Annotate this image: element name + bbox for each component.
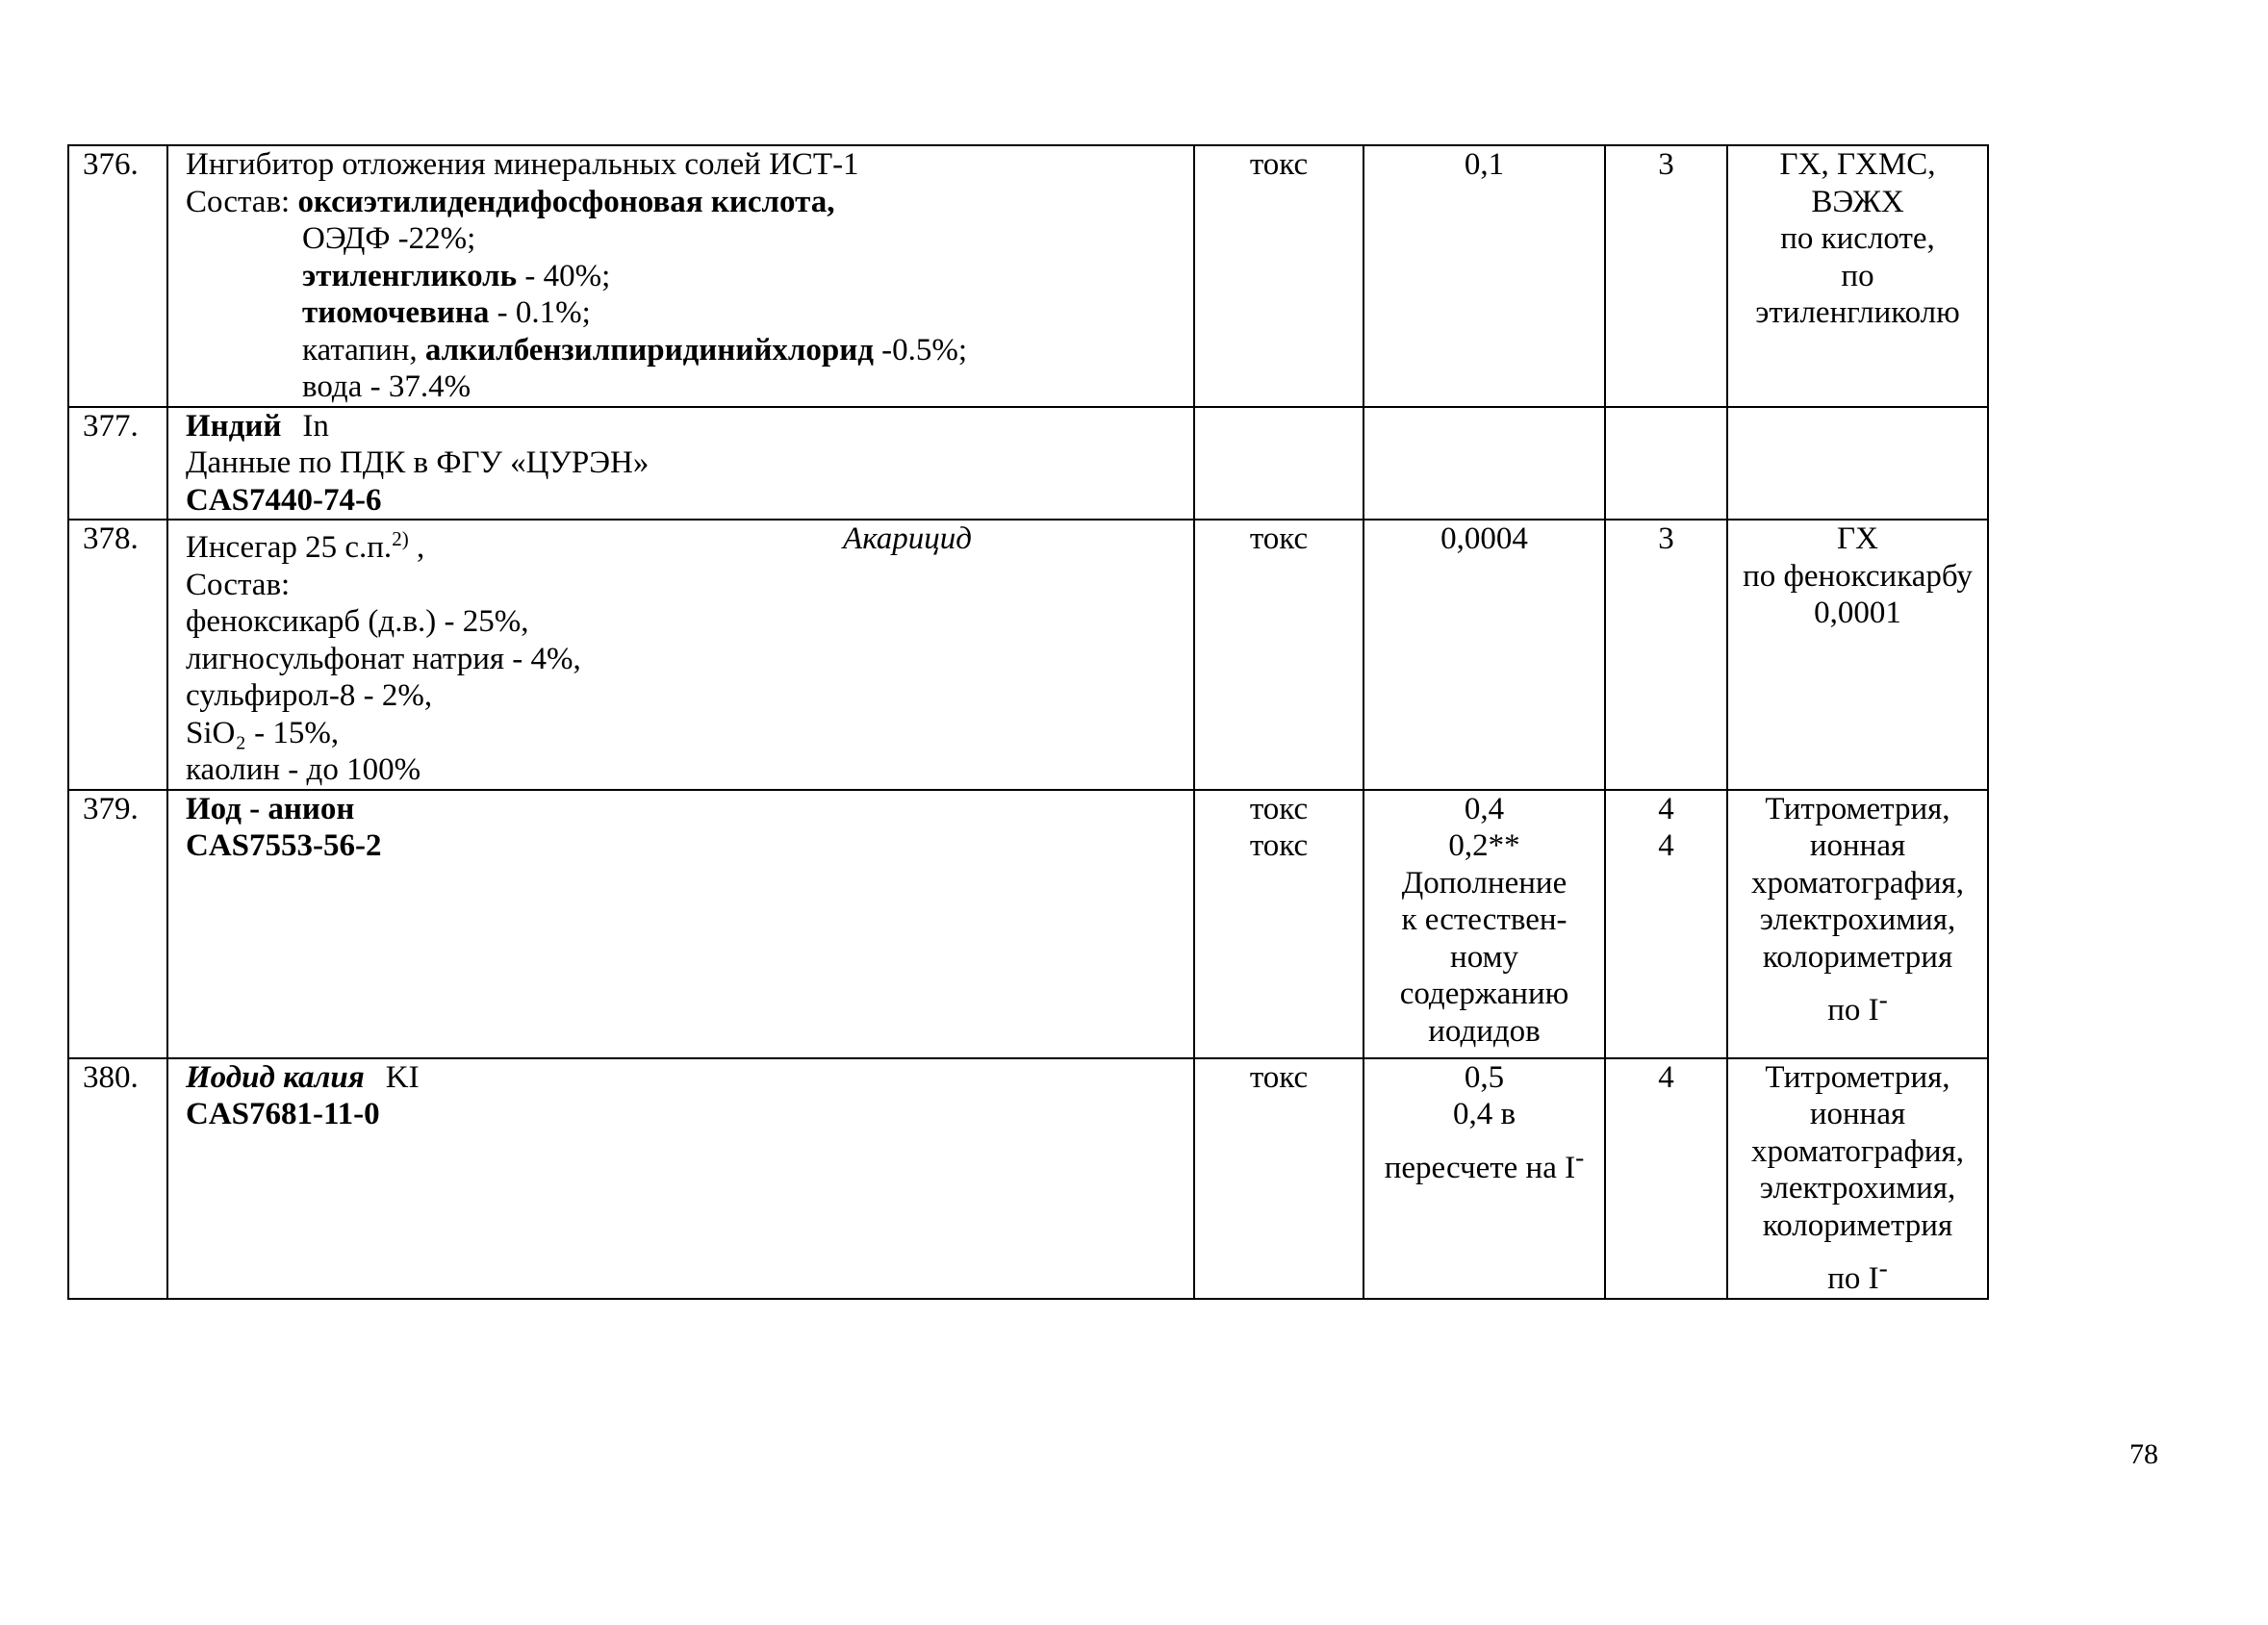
substance-cell	[167, 520, 1194, 790]
category-label: Акарицид	[843, 521, 972, 556]
table-row	[68, 790, 1988, 1058]
hazard-class: 3	[1605, 145, 1727, 407]
substance-title: Инсегар 25 с.п.$^{2)}$ ,	[186, 527, 425, 565]
pdk-value: 0,0004	[1363, 520, 1605, 790]
substance-title: Иод - анион	[186, 791, 355, 826]
substance-cell	[167, 790, 1194, 1058]
table-row	[68, 145, 1988, 407]
substance-title: Ингибитор отложения минеральных солей ИСТ-1	[186, 147, 859, 182]
component-name: оксиэтилидендифосфоновая кислота,	[297, 184, 835, 219]
hazard-class: 4 4	[1605, 790, 1727, 1058]
substances-table	[67, 144, 1989, 1300]
tox-indicator: токс токс	[1194, 790, 1363, 1058]
substance-title: Иодид калия	[186, 1059, 365, 1095]
table-row	[68, 520, 1988, 790]
pdk-value: 0,5 0,4 в пересчете на I-	[1363, 1058, 1605, 1299]
cas-number: CAS7440-74-6	[186, 482, 382, 518]
substance-cell	[167, 407, 1194, 521]
substance-title: Индий	[186, 408, 282, 444]
hazard-class: 4	[1605, 1058, 1727, 1299]
component-line: тиомочевина - 0.1%;	[302, 295, 591, 330]
component-line: вода - 37.4%	[302, 369, 471, 404]
chemical-formula: KI	[385, 1059, 420, 1095]
composition-line: феноксикарб (д.в.) - 25%,	[186, 604, 529, 639]
row-number: 379.	[68, 790, 167, 1058]
row-number: 377.	[68, 407, 167, 521]
component-line: ОЭДФ -22%;	[302, 221, 476, 256]
footnote-mark: 2)	[392, 527, 409, 550]
page-number: 78	[2129, 1438, 2158, 1470]
table-row	[68, 1058, 1988, 1299]
table-row	[68, 407, 1988, 521]
cas-number: CAS7681-11-0	[186, 1097, 380, 1131]
component-line: этиленгликоль - 40%;	[302, 258, 611, 293]
tox-indicator: токс	[1194, 145, 1363, 407]
row-number: 376.	[68, 145, 167, 407]
composition-line: Состав:	[186, 567, 291, 602]
method-cell: ГХ по феноксикарбу 0,0001	[1727, 520, 1988, 790]
composition-line: SiO₂ - 15%,	[186, 715, 340, 750]
substance-cell	[167, 145, 1194, 407]
component-line: катапин, алкилбензилпиридинийхлорид -0.5%;	[302, 332, 968, 368]
composition-line: сульфирол-8 - 2%,	[186, 678, 433, 713]
note-line: Данные по ПДК в ФГУ «ЦУРЭН»	[186, 445, 650, 480]
composition-line: каолин - до 100%	[186, 752, 421, 787]
method-cell: Титрометрия, ионная хроматография, электрохимия, колориметрия по I-	[1727, 790, 1988, 1058]
tox-indicator: токс	[1194, 1058, 1363, 1299]
substance-cell	[167, 1058, 1194, 1299]
hazard-class: 3	[1605, 520, 1727, 790]
pdk-value: 0,4 0,2** Дополнение к естествен- ному содержанию иодидов	[1363, 790, 1605, 1058]
composition-line: лигносульфонат натрия - 4%,	[186, 641, 581, 676]
tox-indicator: токс	[1194, 520, 1363, 790]
method-cell: Титрометрия, ионная хроматография, электрохимия, колориметрия по I-	[1727, 1058, 1988, 1299]
cas-number: CAS7553-56-2	[186, 828, 382, 863]
row-number: 378.	[68, 520, 167, 790]
row-number: 380.	[68, 1058, 167, 1299]
method-cell: ГХ, ГХМС, ВЭЖХ по кислоте, по этиленгликолю	[1727, 145, 1988, 407]
pdk-value: 0,1	[1363, 145, 1605, 407]
composition-line: Состав: оксиэтилидендифосфоновая кислота,	[186, 184, 835, 219]
chemical-formula: In	[302, 408, 329, 444]
